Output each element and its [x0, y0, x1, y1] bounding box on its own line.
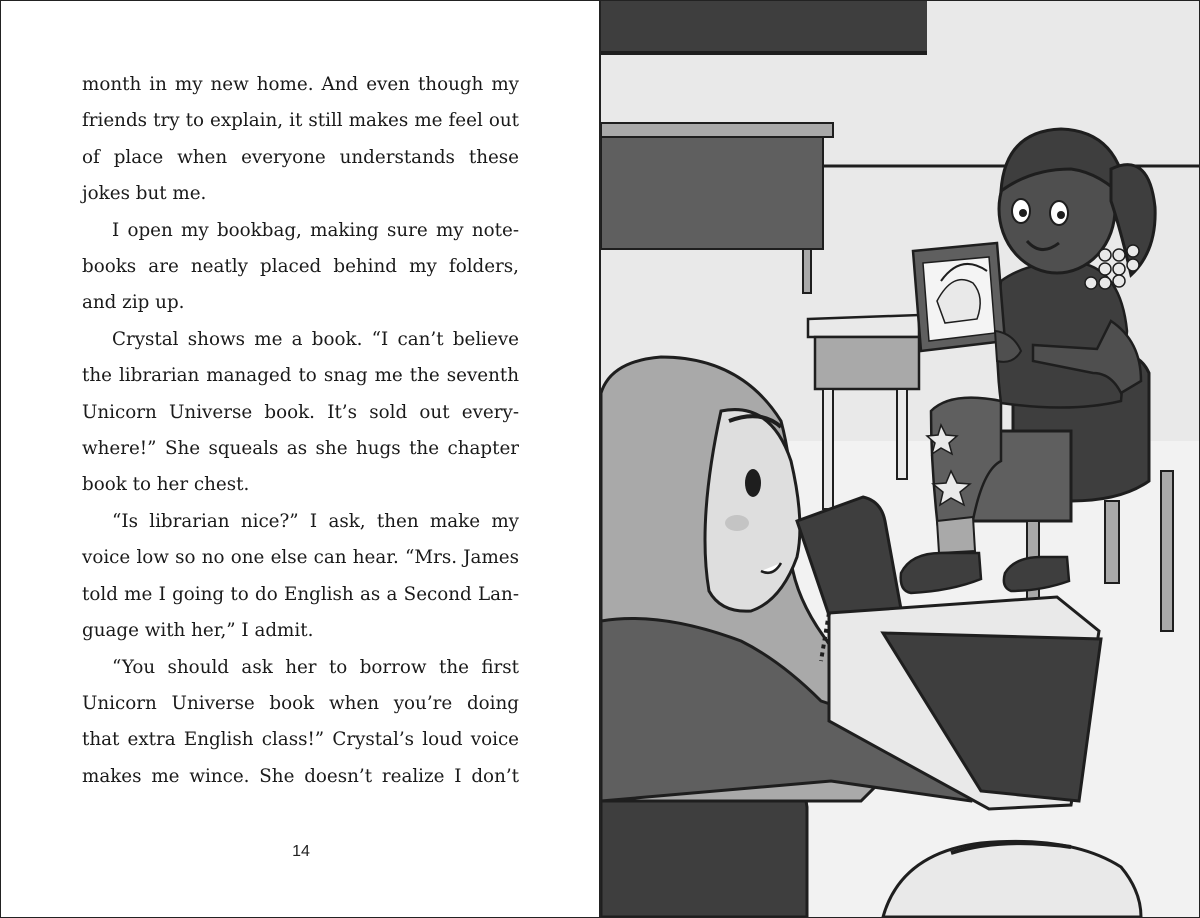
text-line: “You should ask her to borrow the first — [112, 656, 519, 678]
page-number: 14 — [292, 843, 310, 860]
chalkboard — [601, 1, 927, 53]
girl-chair-leg — [1105, 501, 1119, 583]
back-desk-leg — [803, 249, 811, 293]
text-line: told me I going to do English as a Second Lan- — [82, 583, 519, 605]
text-line: books are neatly placed behind my folders, — [82, 256, 519, 278]
text-line: friends try to explain, it still makes me feel out — [82, 110, 519, 132]
back-desk-top — [601, 123, 833, 137]
girl-desk-drawer — [815, 337, 919, 389]
paragraph — [82, 650, 519, 796]
narrator-cheek — [725, 515, 749, 531]
paragraph — [82, 322, 519, 504]
crystal-pupil — [1057, 211, 1065, 219]
girl-desk-leg — [897, 389, 907, 479]
text-line: the librarian managed to snag me the seventh — [82, 365, 519, 387]
back-desk-front — [601, 137, 823, 249]
text-line: where!” She squeals as she hugs the chapter — [82, 438, 519, 460]
text-line: I open my bookbag, making sure my note- — [112, 219, 519, 241]
text-line: Unicorn Universe book. It’s sold out every- — [82, 401, 519, 423]
text-line: and zip up. — [82, 292, 185, 314]
girl-desk-leg — [823, 389, 833, 509]
text-line: voice low so no one else can hear. “Mrs. James — [82, 547, 519, 569]
paragraph — [82, 67, 519, 213]
text-line: month in my new home. And even though my — [82, 74, 519, 95]
text-line: Crystal shows me a book. “I can’t believe — [112, 328, 519, 350]
body-text — [82, 67, 519, 795]
text-line: book to her chest. — [82, 474, 250, 496]
text-line: makes me wince. She doesn’t realize I don’t — [82, 765, 519, 787]
paragraph — [82, 504, 519, 650]
girl-chair-leg — [1161, 471, 1173, 631]
classroom-illustration — [601, 1, 1199, 917]
text-line: that extra English class!” Crystal’s loud voice — [82, 729, 519, 751]
text-page — [1, 1, 601, 917]
paragraph — [82, 213, 519, 322]
text-line: Unicorn Universe book when you’re doing — [82, 692, 519, 714]
text-line: guage with her,” I admit. — [82, 620, 314, 642]
crystal-pupil — [1019, 209, 1027, 217]
illustration-page — [601, 1, 1199, 917]
text-line: “Is librarian nice?” I ask, then make my — [112, 510, 519, 532]
crystal-cuff — [937, 517, 975, 553]
text-line: jokes but me. — [82, 183, 207, 205]
text-line: of place when everyone understands these — [82, 146, 519, 168]
narrator-eye — [745, 469, 761, 497]
girl-desk-top — [808, 315, 919, 337]
